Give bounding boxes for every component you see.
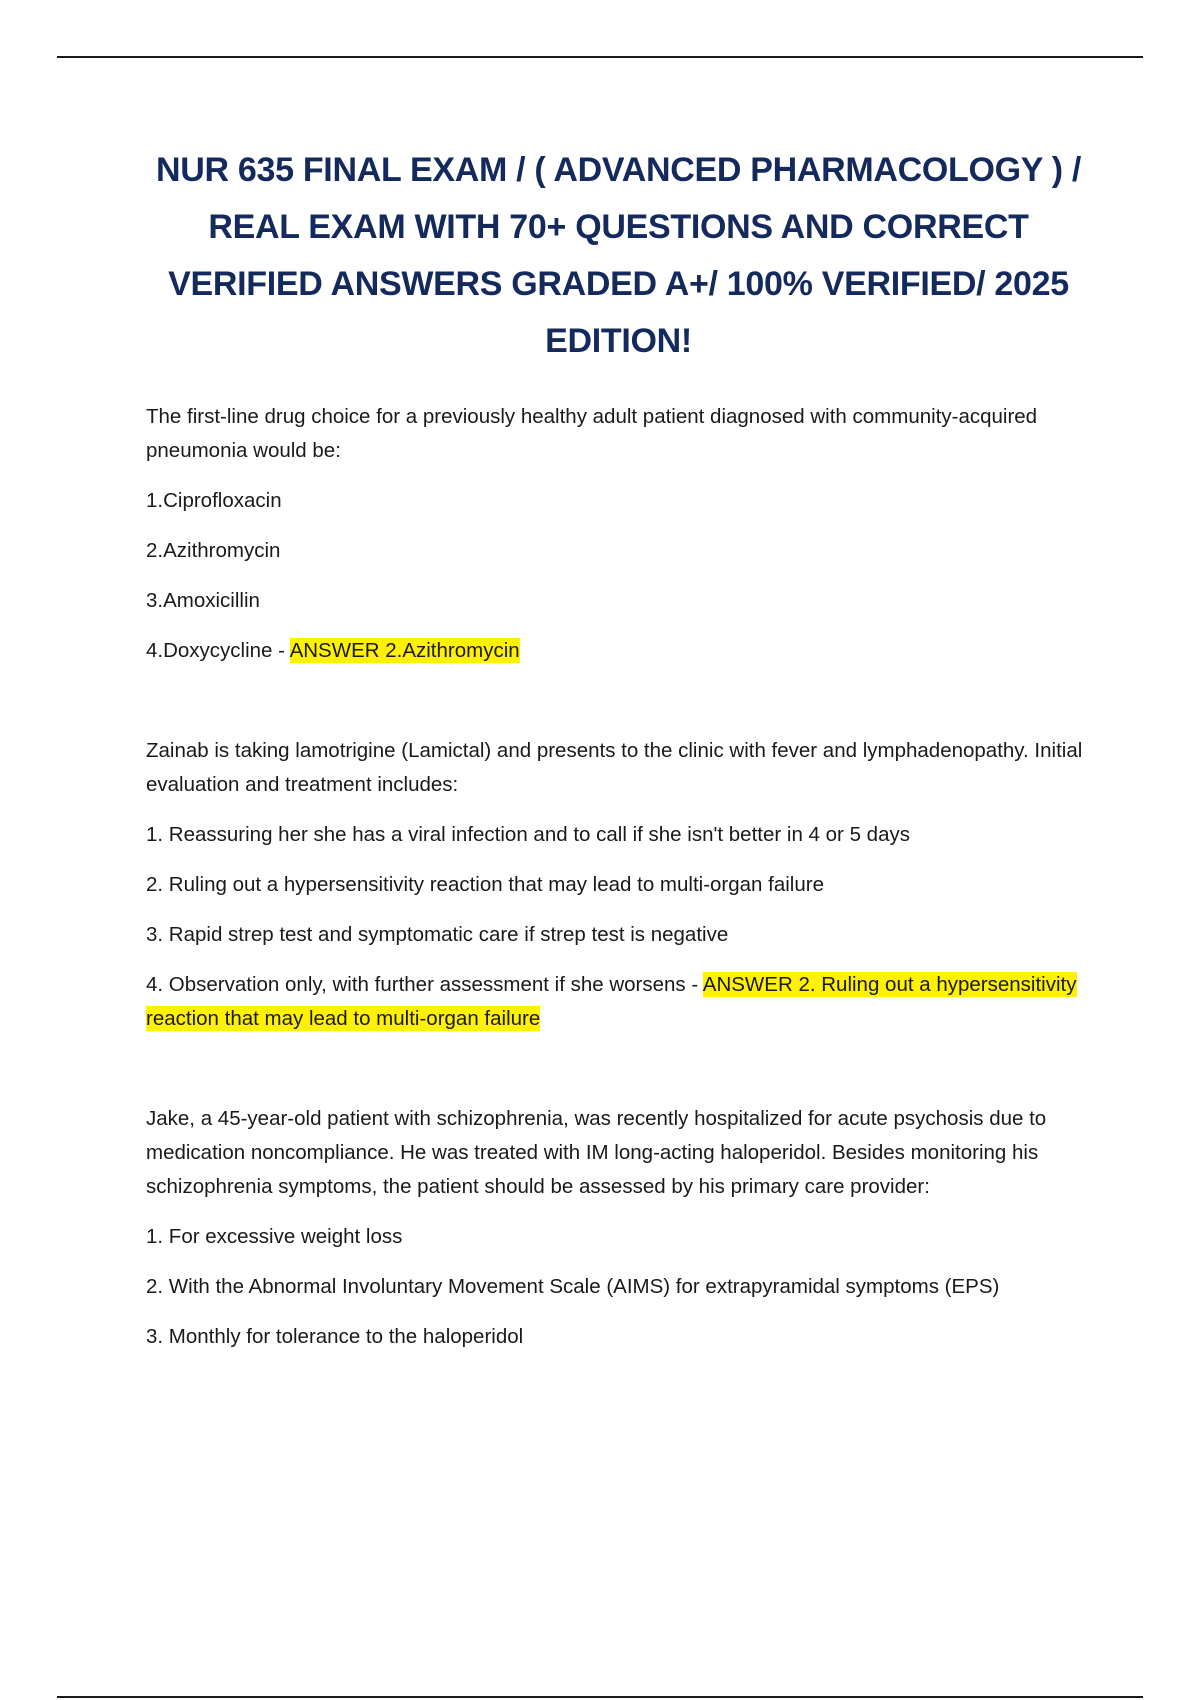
question-3-option-2: 2. With the Abnormal Involuntary Movement Scale (AIMS) for extrapyramidal symptoms (EPS): [146, 1275, 1000, 1298]
question-3-option-3: 3. Monthly for tolerance to the haloperidol: [146, 1325, 524, 1348]
question-2-option-1: 1. Reassuring her she has a viral infection and to call if she isn't better in 4 or 5 days: [146, 823, 910, 846]
question-2-option-3: 3. Rapid strep test and symptomatic care if strep test is negative: [146, 923, 729, 946]
question-spacer: [146, 1052, 1091, 1102]
document-title: NUR 635 FINAL EXAM / ( ADVANCED PHARMACOLOGY ) / REAL EXAM WITH 70+ QUESTIONS AND CORRECT VERIFIED ANSWERS GRADED A+/ 100% VERIFIED/ 2025 EDITION!: [155, 151, 1082, 360]
question-1-option-4: [146, 634, 1091, 668]
question-1-option-1: 1.Ciprofloxacin: [146, 489, 282, 512]
question-spacer: [146, 684, 1091, 734]
question-2-text: Zainab is taking lamotrigine (Lamictal) and presents to the clinic with fever and lymphadenopathy. Initial evaluation and treatment includes:: [146, 739, 1083, 796]
question-1-text: The first-line drug choice for a previously healthy adult patient diagnosed with community-acquired pneumonia would be:: [146, 405, 1038, 462]
question-2-answer: ANSWER 2. Ruling out a hypersensitivity reaction that may lead to multi-organ failure: [146, 973, 1077, 1030]
question-3-option-1: 1. For excessive weight loss: [146, 1225, 403, 1248]
top-rule: [57, 56, 1143, 58]
question-1-answer: ANSWER 2.Azithromycin: [289, 639, 520, 662]
question-2-option-4: [146, 968, 1091, 1036]
question-1-option-2: 2.Azithromycin: [146, 539, 281, 562]
bottom-rule: [57, 1696, 1143, 1698]
question-2: [146, 734, 1091, 1036]
question-2-option-2: 2. Ruling out a hypersensitivity reaction that may lead to multi-organ failure: [146, 873, 824, 896]
document-page: [146, 142, 1091, 1370]
question-1-option-3: 3.Amoxicillin: [146, 589, 260, 612]
question-2-option-4-text: 4. Observation only, with further assessment if she worsens -: [146, 973, 703, 996]
question-3-text: Jake, a 45-year-old patient with schizophrenia, was recently hospitalized for acute psychosis due to medication noncompliance. He was treated with IM long-acting haloperidol. Besides monitoring his schizophrenia symptoms, the patient should be assessed by his primary care provider:: [146, 1107, 1047, 1198]
question-3: [146, 1102, 1091, 1354]
question-1-option-4-text: 4.Doxycycline -: [146, 639, 290, 662]
question-1: [146, 400, 1091, 668]
